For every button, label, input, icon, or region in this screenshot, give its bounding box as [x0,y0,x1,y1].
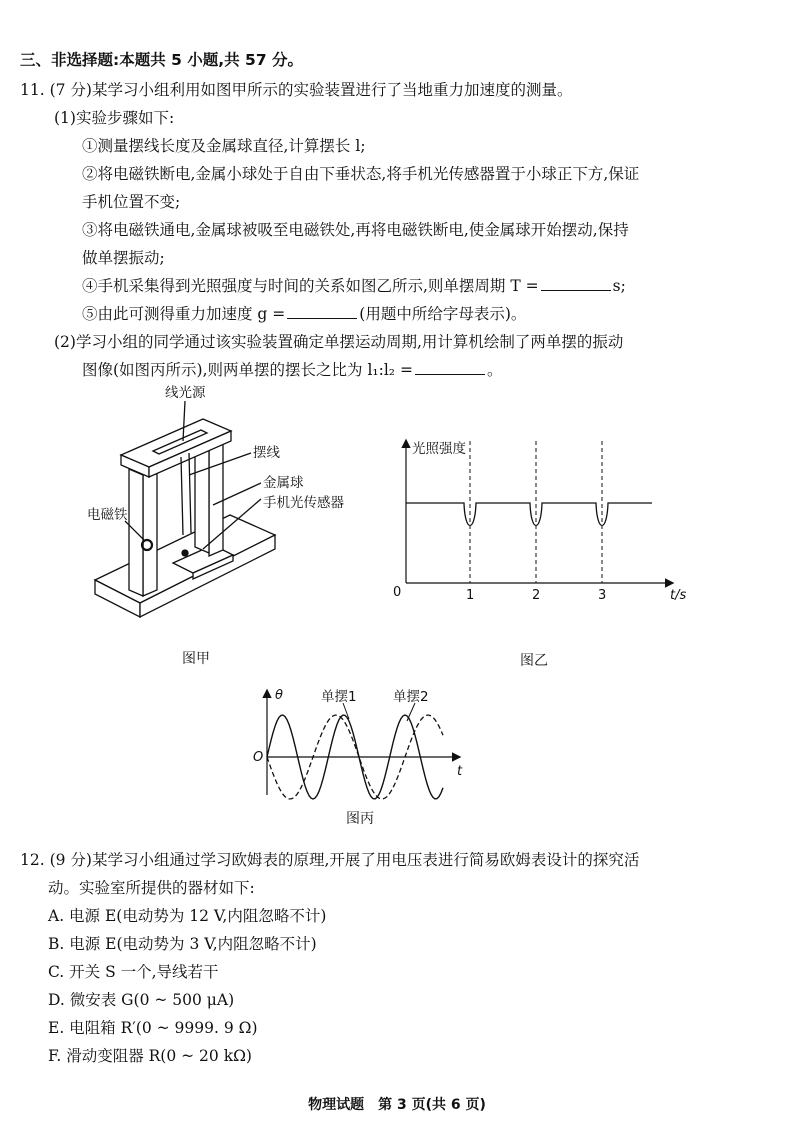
bing-series1-label: 单摆1 [321,689,357,705]
q12-intro-b: 动。实验室所提供的器材如下: [48,879,255,897]
figure-bing-chart [245,685,470,800]
q11-step3b: 做单摆振动; [82,249,165,267]
q12-option-c: C. 开关 S 一个,导线若干 [48,963,219,981]
caption-yi: 图乙 [520,653,548,669]
figure-yi-chart [390,435,690,605]
q11-step4-text: ④手机采集得到光照强度与时间的关系如图乙所示,则单摆周期 T = [82,277,539,295]
yi-signal-line [406,503,652,526]
q12-option-a: A. 电源 E(电动势为 12 V,内阻忽略不计) [48,907,327,925]
q11-step4-unit: s; [612,277,626,295]
q12-option-e: E. 电阻箱 R′(0 ~ 9999. 9 Ω) [48,1019,258,1037]
bing-series2-label: 单摆2 [393,689,429,705]
q12-intro-a: 12. (9 分)某学习小组通过学习欧姆表的原理,开展了用电压表进行简易欧姆表设计的探究活 [20,851,640,869]
figure-jia-apparatus [85,385,365,630]
q11-step2a: ②将电磁铁断电,金属小球处于自由下垂状态,将手机光传感器置于小球正下方,保证 [82,165,640,183]
q11-step5-text: ⑤由此可测得重力加速度 g = [82,305,286,323]
q11-step4 [82,276,626,296]
bing-leader-2 [407,703,415,721]
q12-option-b: B. 电源 E(电动势为 3 V,内阻忽略不计) [48,935,317,953]
q11-part1-title: (1)实验步骤如下: [54,109,175,127]
page-footer: 物理试题 第 3 页(共 6 页) [308,1097,486,1113]
q11-part2b [82,360,502,380]
answer-blank-period [541,276,611,291]
q11-step5-tail: (用题中所给字母表示)。 [359,305,527,323]
q11-intro: 11. (7 分)某学习小组利用如图甲所示的实验装置进行了当地重力加速度的测量。 [20,81,573,99]
q11-part2b-text: 图像(如图丙所示),则两单摆的摆长之比为 l₁:l₂ = [82,361,413,379]
label-string: 摆线 [253,445,280,461]
label-light-source: 线光源 [165,385,206,401]
yi-tick-3: 3 [598,588,607,603]
caption-bing: 图丙 [346,811,374,827]
label-sensor: 手机光传感器 [263,495,344,511]
section-title: 三、非选择题:本题共 5 小题,共 57 分。 [20,51,304,69]
yi-tick-2: 2 [532,588,541,603]
label-ball: 金属球 [263,475,304,491]
q11-step5 [82,304,526,324]
caption-jia: 图甲 [182,651,210,667]
yi-xlabel: t/s [670,588,687,603]
q11-step2b: 手机位置不变; [82,193,181,211]
answer-blank-ratio [415,360,485,375]
q11-part2b-tail: 。 [486,361,503,379]
yi-origin: 0 [393,585,402,600]
q11-part2a: (2)学习小组的同学通过该实验装置确定单摆运动周期,用计算机绘制了两单摆的振动 [54,333,624,351]
answer-blank-gravity [287,304,357,319]
bing-xlabel: t [457,764,463,779]
q12-option-d: D. 微安表 G(0 ~ 500 μA) [48,991,235,1009]
q11-step3a: ③将电磁铁通电,金属球被吸至电磁铁处,再将电磁铁断电,使金属球开始摆动,保持 [82,221,629,239]
q11-step1: ①测量摆线长度及金属球直径,计算摆长 l; [82,137,366,155]
label-magnet: 电磁铁 [87,507,128,523]
q12-option-f: F. 滑动变阻器 R(0 ~ 20 kΩ) [48,1047,252,1065]
yi-ylabel: 光照强度 [412,441,466,457]
yi-tick-1: 1 [466,588,475,603]
bing-ylabel: θ [275,688,283,703]
bing-origin: O [253,750,264,765]
